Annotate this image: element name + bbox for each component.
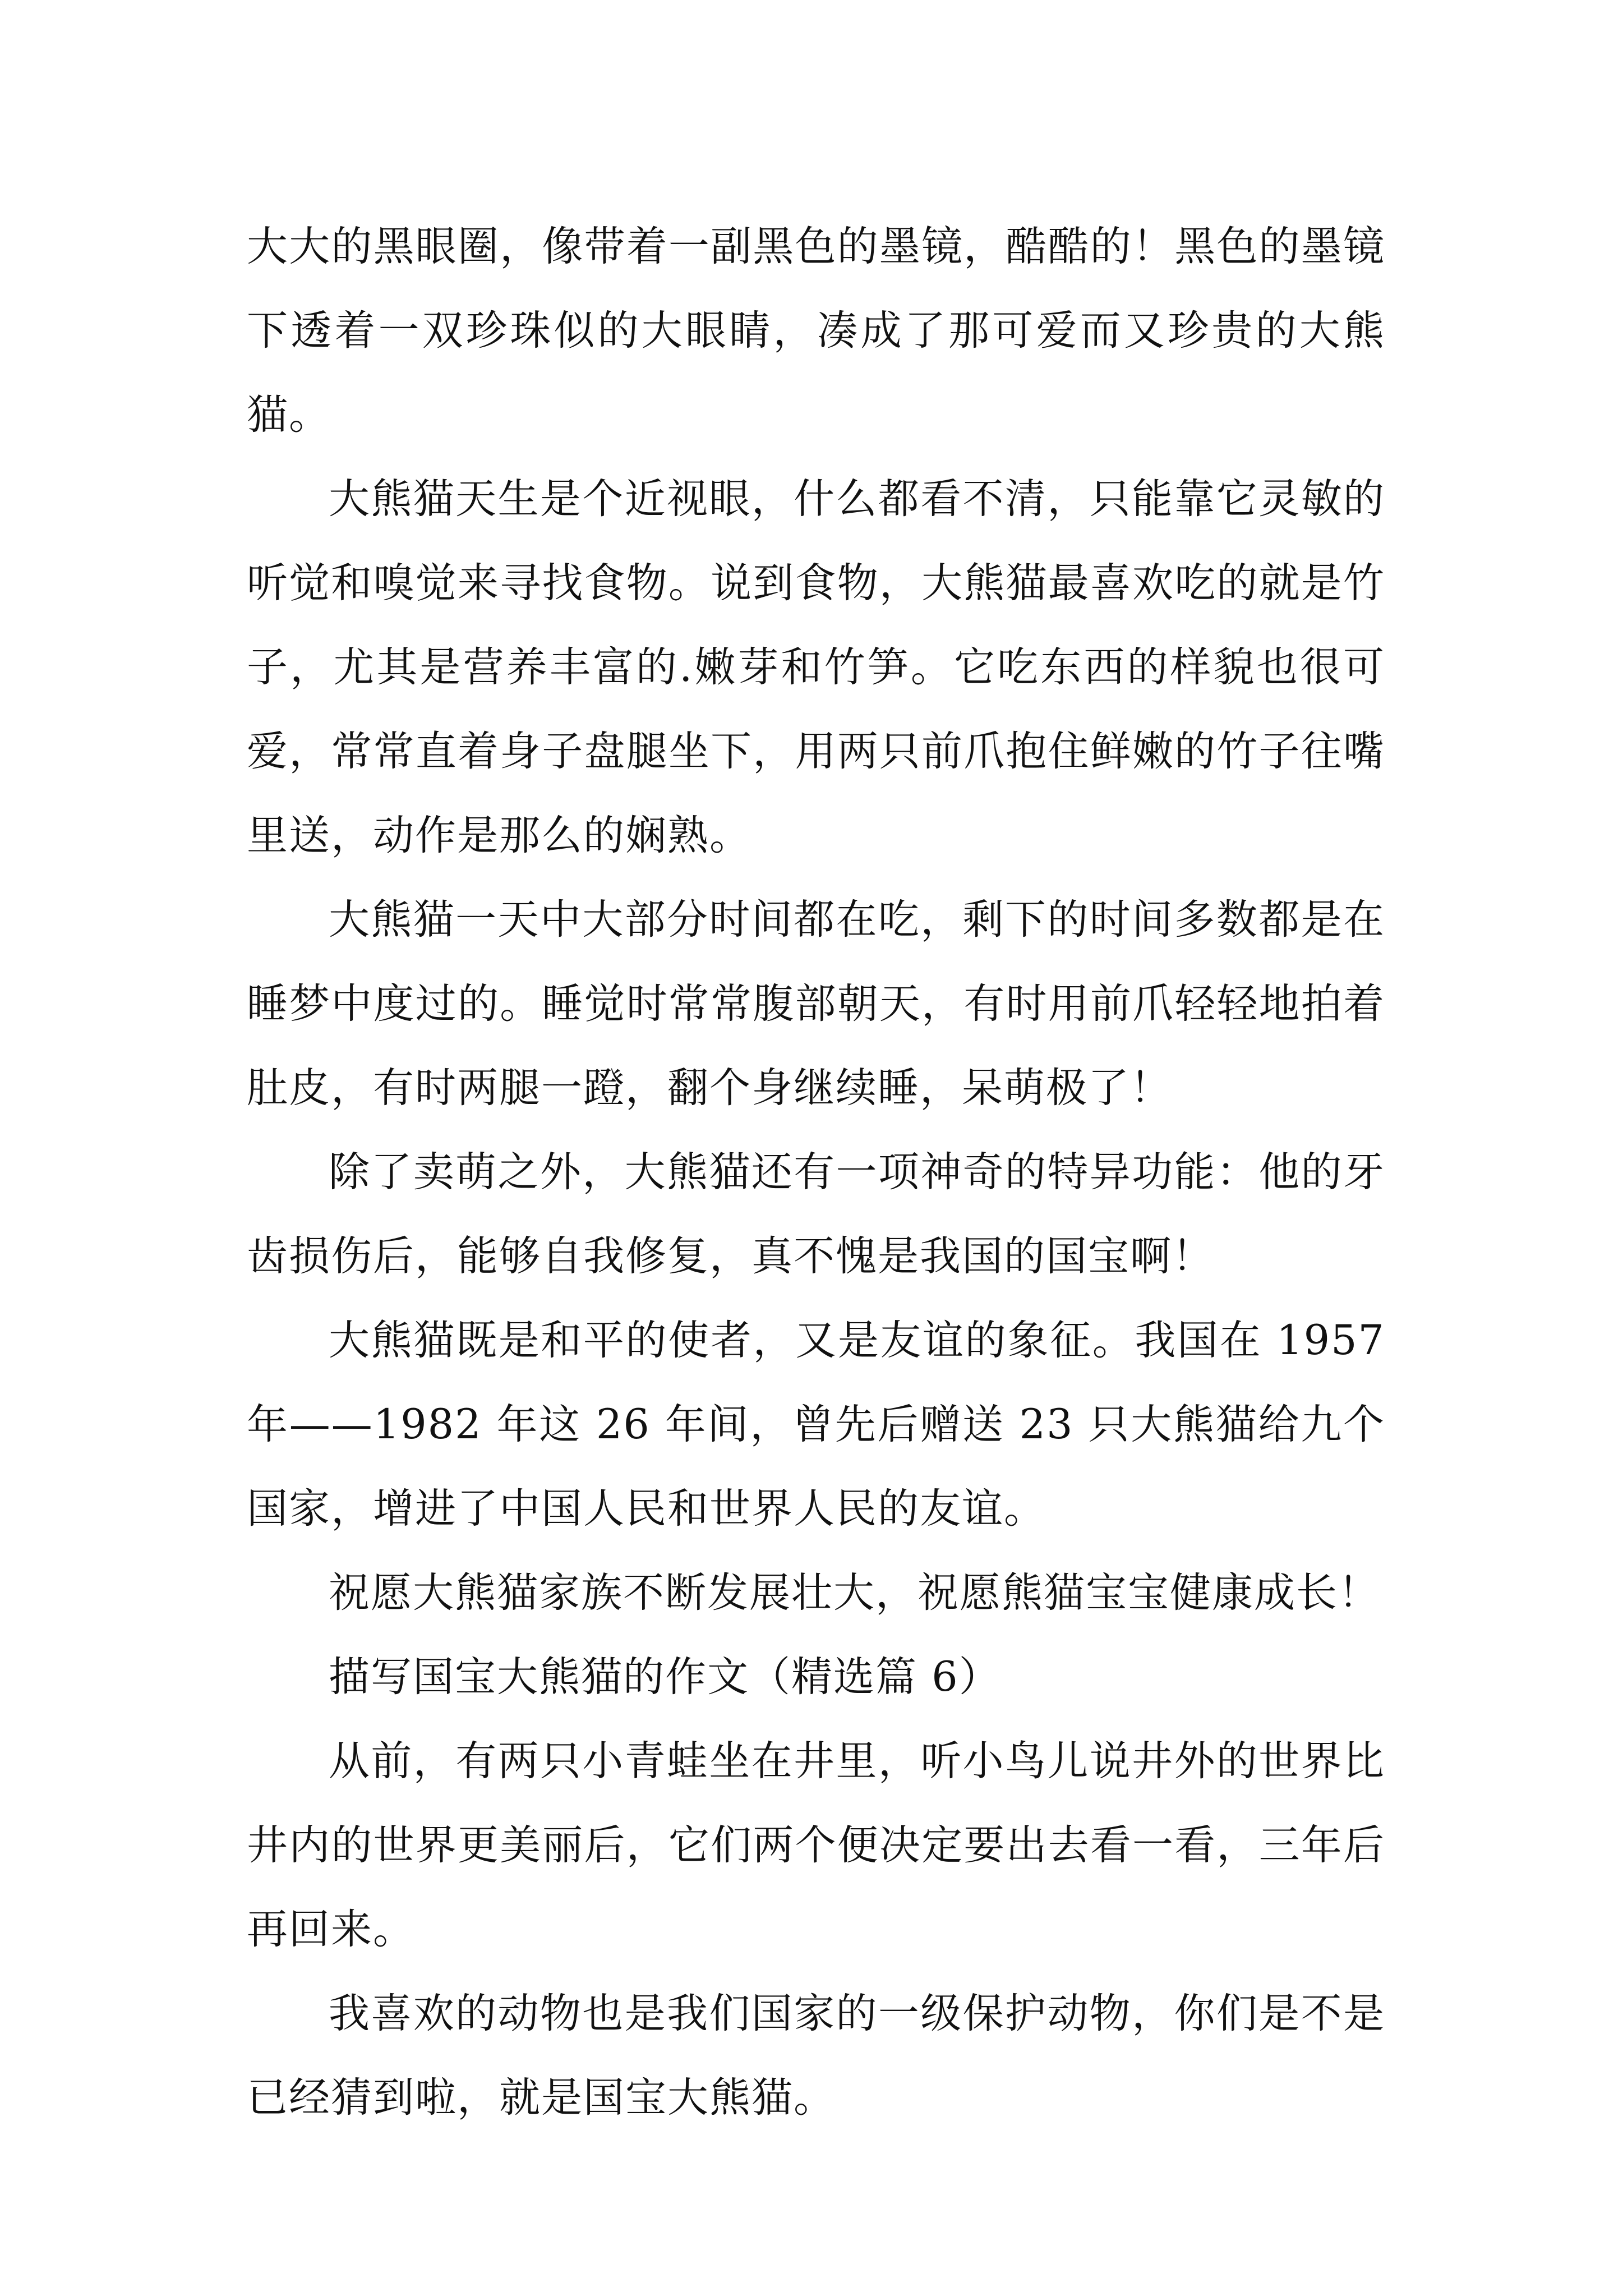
paragraph-1: 大大的黑眼圈，像带着一副黑色的墨镜，酷酷的！黑色的墨镜下透着一双珍珠似的大眼睛，凑成了那可爱而又珍贵的大熊猫。 (247, 223, 1385, 439)
paragraph-3: 大熊猫一天中大部分时间都在吃，剩下的时间多数都是在睡梦中度过的。睡觉时常常腹部朝天，有时用前爪轻轻地拍着肚皮，有时两腿一蹬，翻个身继续睡，呆萌极了！ (247, 896, 1385, 1112)
section-heading: 描写国宝大熊猫的作文（精选篇 6） (329, 1653, 1001, 1701)
paragraph-7: 从前，有两只小青蛙坐在井里，听小鸟儿说井外的世界比井内的世界更美丽后，它们两个便决定要出去看一看，三年后再回来。 (247, 1737, 1385, 1953)
paragraph-8: 我喜欢的动物也是我们国家的一级保护动物，你们是不是已经猜到啦，就是国宝大熊猫。 (247, 1990, 1385, 2122)
paragraph-5: 大熊猫既是和平的使者，又是友谊的象征。我国在 1957 年——1982 年这 26 年间，曾先后赠送 23 只大熊猫给九个国家，增进了中国人民和世界人民的友谊。 (247, 1317, 1385, 1533)
paragraph-4: 除了卖萌之外，大熊猫还有一项神奇的特异功能：他的牙齿损伤后，能够自我修复，真不愧是我国的国宝啊！ (247, 1148, 1385, 1280)
paragraph-6: 祝愿大熊猫家族不断发展壮大，祝愿熊猫宝宝健康成长！ (329, 1569, 1380, 1617)
document-body (247, 205, 1385, 2140)
paragraph-2: 大熊猫天生是个近视眼，什么都看不清，只能靠它灵敏的听觉和嗅觉来寻找食物。说到食物，大熊猫最喜欢吃的就是竹子，尤其是营养丰富的.嫩芽和竹笋。它吃东西的样貌也很可爱，常常直着身子盘腿坐下，用两只前爪抱住鲜嫩的竹子往嘴里送，动作是那么的娴熟。 (247, 475, 1385, 859)
